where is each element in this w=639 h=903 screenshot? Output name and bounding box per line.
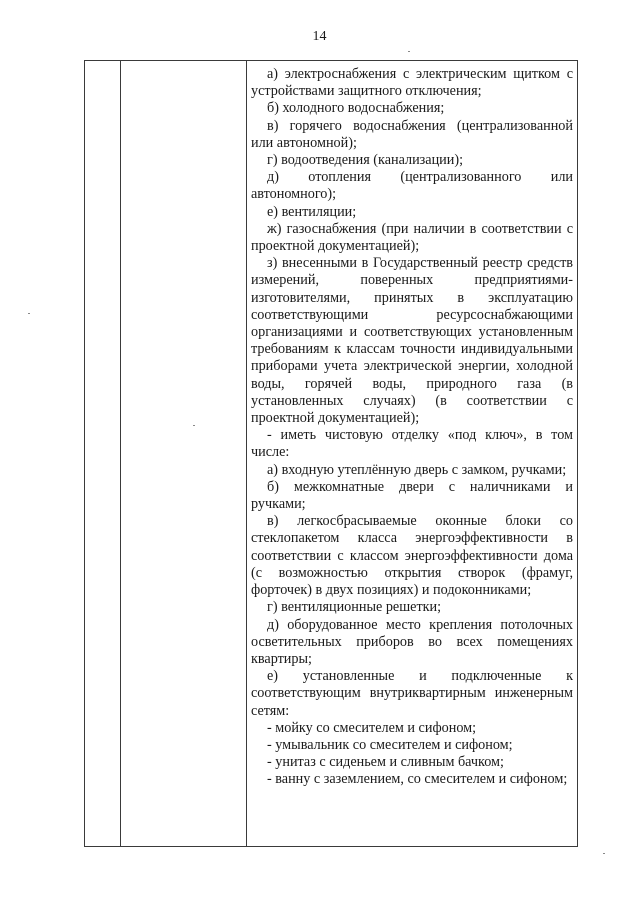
list-item: - умывальник со смесителем и сифоном;	[267, 736, 513, 753]
list-item: а) электроснабжения с электрическим щитком с устройствами защитного отключения;	[251, 66, 573, 100]
scan-mark	[193, 425, 195, 426]
scan-mark	[603, 853, 605, 854]
list-item: г) водоотведения (канализации);	[267, 152, 464, 169]
column-divider	[246, 61, 247, 846]
list-item: ж) газоснабжения (при наличии в соответствии с проектной документацией);	[251, 220, 573, 255]
list-item: е) вентиляции;	[267, 203, 357, 220]
list-item: д) оборудованное место крепления потолочных осветительных приборов во всех помещениях квартиры;	[251, 616, 573, 667]
scan-mark	[408, 51, 410, 52]
list-item: б) холодного водоснабжения;	[267, 100, 445, 117]
list-item: в) горячего водоснабжения (централизованной или автономной);	[251, 117, 573, 151]
scan-mark	[28, 313, 30, 314]
column-divider	[120, 61, 121, 846]
list-item: з) внесенными в Государственный реестр средств измерений, поверенных предприятиями-изготовителями, принятых в эксплуатацию соответствующими ресурсоснабжающими организациями и соответствующих установленным требованиям к классам точности индивидуальными приборами учета электрической энергии, холодной воды, горячей воды, природного газа (в установленных случаях) (в соответствии с проектной документацией);	[251, 255, 573, 427]
list-item: - унитаз с сиденьем и сливным бачком;	[267, 754, 504, 771]
list-item: а) входную утеплённую дверь с замком, ручками;	[267, 461, 567, 478]
list-item: в) легкосбрасываемые оконные блоки со стеклопакетом класса энергоэффективности в соответствии с классом энергоэффективности дома (с возможностью открытия створок (фрамуг, форточек) в двух позициях) и подоконниками;	[251, 513, 573, 599]
list-item: - мойку со смесителем и сифоном;	[267, 719, 477, 736]
list-item: д) отопления (централизованного или автономного);	[251, 169, 573, 203]
list-item: г) вентиляционные решетки;	[267, 599, 442, 616]
page-number: 14	[312, 29, 327, 44]
list-item: - иметь чистовую отделку «под ключ», в том числе:	[251, 427, 573, 461]
list-item: б) межкомнатные двери с наличниками и ручками;	[251, 478, 573, 513]
list-item: е) установленные и подключенные к соответствующим внутриквартирным инженерным сетям:	[251, 668, 573, 719]
list-item: - ванну с заземлением, со смесителем и сифоном;	[267, 771, 568, 788]
table-cell-text	[251, 66, 573, 789]
document-table	[84, 60, 578, 847]
